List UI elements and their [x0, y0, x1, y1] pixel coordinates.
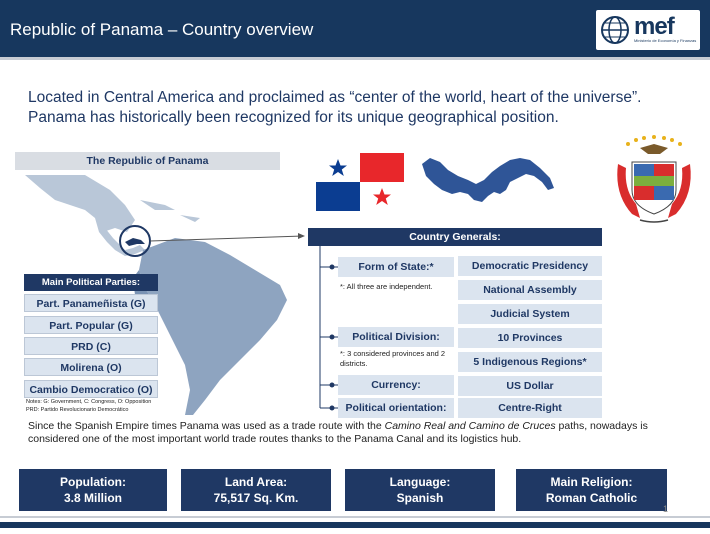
land-area-box [181, 469, 331, 511]
trade-routes-text [28, 420, 678, 446]
general-value: 10 Provinces [458, 328, 602, 348]
political-division-note: *: 3 considered provinces and 2 districts. [340, 349, 446, 368]
trade-text-italic: Camino Real and Camino de Cruces [384, 420, 556, 432]
language-label: Language: [389, 475, 451, 489]
parties-title: Main Political Parties: [24, 274, 158, 291]
religion-label: Main Religion: [550, 475, 633, 489]
trade-text-part: Since the Spanish Empire times Panama was used as a trade route with the [28, 420, 385, 432]
language-value: Spanish [396, 491, 444, 505]
parties-note-2: PRD: Partido Revolucionario Democrático [26, 407, 129, 413]
page-number: 1 [663, 504, 669, 514]
map-title: The Republic of Panama [15, 152, 280, 170]
political-orientation-label: Political orientation: [338, 398, 454, 418]
coat-of-arms [610, 134, 698, 226]
population-value: 3.8 Million [63, 491, 122, 505]
currency-label: Currency: [338, 375, 454, 395]
panama-map-silhouette [418, 150, 558, 215]
globe-icon [600, 15, 630, 45]
population-label: Population: [60, 475, 126, 489]
trade-text-part: paths, nowadays is considered one of the most important world trade routes thanks to the Panama Canal and its logistics hub. [28, 420, 648, 445]
panama-flag [316, 153, 404, 211]
logo-text: mef [634, 13, 674, 40]
intro-line-2: Panama has historically been recognized for its unique geographical position. [28, 109, 559, 126]
religion-value: Roman Catholic [545, 491, 638, 505]
form-of-state-label: Form of State:* [338, 257, 454, 277]
footer-bar [0, 522, 710, 528]
general-value: National Assembly [458, 280, 602, 300]
population-box [19, 469, 167, 511]
logo-subtitle: Ministerio de Economía y Finanzas [634, 38, 697, 43]
party-item: Molirena (O) [24, 358, 158, 376]
intro-line-1: Located in Central America and proclaimed as “center of the world, heart of the universe”. [28, 89, 642, 106]
party-item: PRD (C) [24, 337, 158, 355]
general-value: Judicial System [458, 304, 602, 324]
party-item: Part. Popular (G) [24, 316, 158, 334]
party-item: Cambio Democratico (O) [24, 380, 158, 398]
language-box [345, 469, 495, 511]
page-title: Republic of Panama – Country overview [10, 20, 314, 39]
general-value: Centre-Right [458, 398, 602, 418]
general-value: US Dollar [458, 376, 602, 396]
generals-title: Country Generals: [308, 228, 602, 246]
political-division-label: Political Division: [338, 327, 454, 347]
land-area-value: 75,517 Sq. Km. [213, 491, 299, 505]
land-area-label: Land Area: [224, 475, 288, 489]
general-value: 5 Indigenous Regions* [458, 352, 602, 372]
general-value: Democratic Presidency [458, 256, 602, 276]
footer-divider [0, 516, 710, 518]
americas-map [15, 170, 305, 415]
form-of-state-note: *: All three are independent. [340, 282, 433, 291]
parties-note-1: Notes: G: Government, C: Congress, O: Opposition [26, 399, 152, 405]
party-item: Part. Panameñista (G) [24, 294, 158, 312]
religion-box [516, 469, 667, 511]
